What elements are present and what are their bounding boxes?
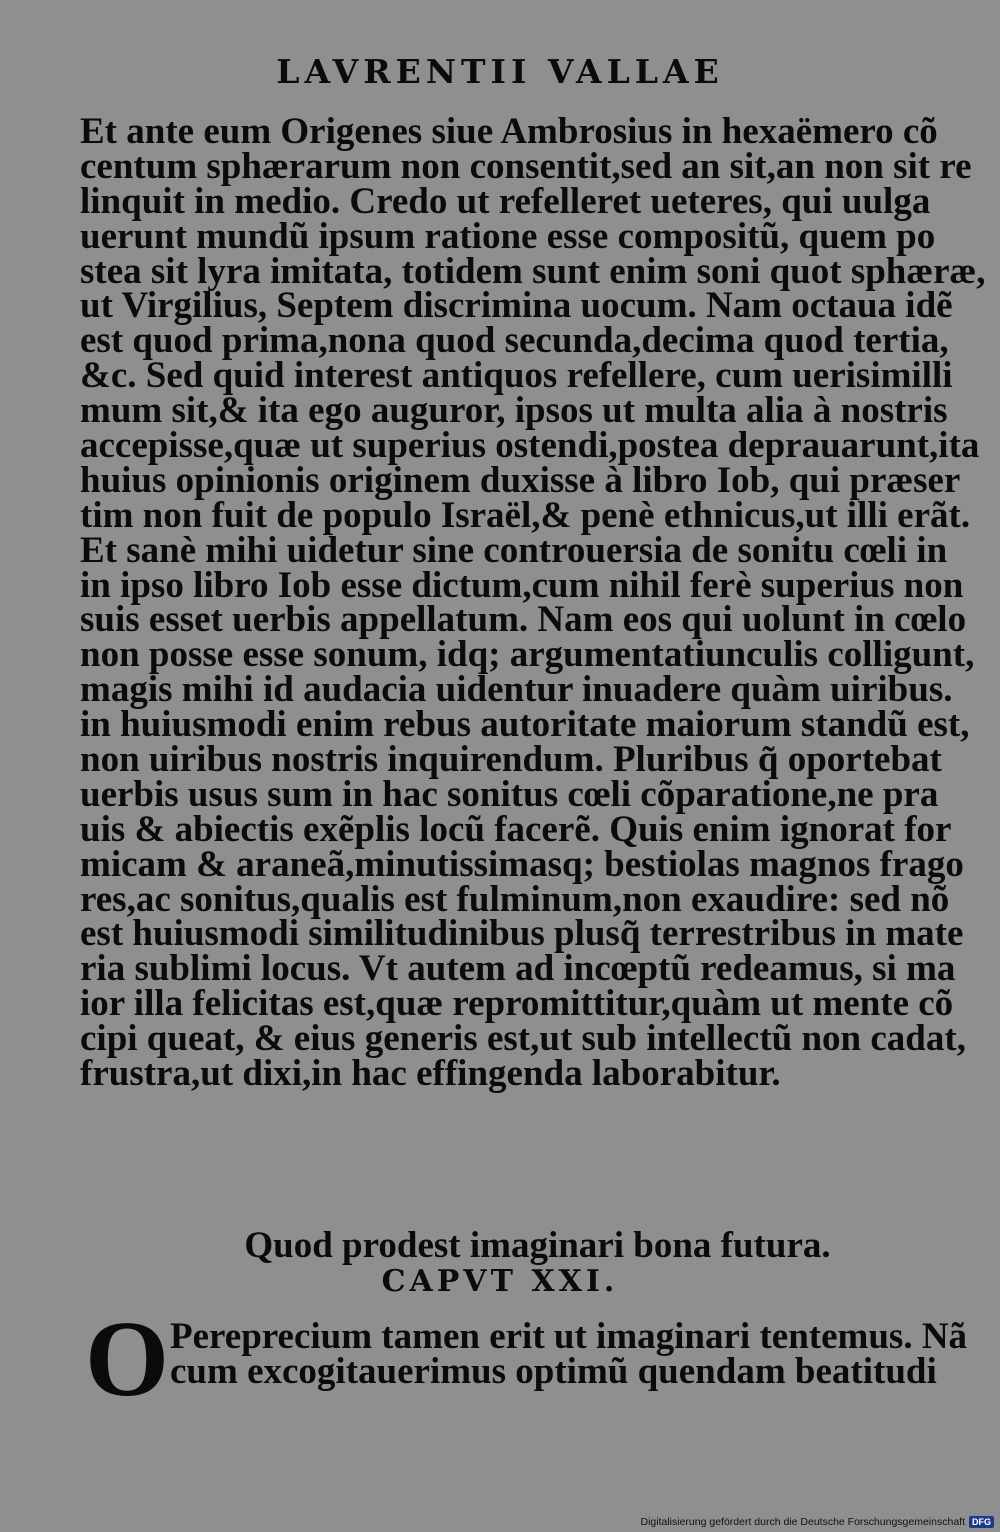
text-line: cipi queat, & eius generis est,ut sub intellectũ non cadat, — [80, 1018, 966, 1060]
text-line: huius opinionis originem duxisse à libro Iob, qui præser — [80, 459, 961, 501]
text-line: Et sanè mihi uidetur sine controuersia de sonitu cœli in — [80, 529, 948, 571]
text-line: non posse esse sonum, idq; argumentatiunculis colligunt, — [80, 634, 975, 676]
text-line: stea sit lyra imitata, totidem sunt enim soni quot sphæræ, — [80, 250, 986, 292]
text-line: cum excogitauerimus optimũ quendam beatitudi — [170, 1350, 937, 1392]
text-line: Pereprecium tamen erit ut imaginari tentemus. Nã — [170, 1316, 968, 1357]
paragraph-1 — [80, 111, 986, 1095]
dfg-logo: DFG — [969, 1516, 994, 1528]
paragraph-2 — [170, 1316, 968, 1392]
text-line: ut Virgilius, Septem discrimina uocum. Nam octaua idẽ — [80, 285, 953, 327]
text-line: uerbis usus sum in hac sonitus cœli cõparatione,ne pra — [80, 773, 939, 815]
text-line: in huiusmodi enim rebus autoritate maiorum standũ est, — [80, 704, 970, 746]
text-line: ria sublimi locus. Vt autem ad incœptũ redeamus, si ma — [80, 948, 956, 990]
text-line: non uiribus nostris inquirendum. Pluribus q̃ oportebat — [80, 739, 942, 781]
funding-text: Digitalisierung gefördert durch die Deutsche Forschungsgemeinschaft — [640, 1516, 965, 1528]
text-line: centum sphærarum non consentit,sed an sit,an non sit re — [80, 145, 972, 187]
text-line: &c. Sed quid interest antiquos refellere, cum uerisimilli — [80, 355, 953, 397]
chapter-number: CAPVT XXI. — [381, 1264, 619, 1299]
drop-cap: O — [85, 1300, 170, 1419]
text-line: ior illa felicitas est,quæ repromittitur,quàm ut mente cõ — [80, 983, 954, 1025]
text-line: mum sit,& ita ego auguror, ipsos ut multa alia à nostris — [80, 390, 948, 432]
text-line: suis esset uerbis appellatum. Nam eos qui uolunt in cœlo — [80, 599, 967, 641]
text-line: est huiusmodi similitudinibus plusq̃ terrestribus in mate — [80, 913, 964, 955]
text-line: uerunt mundũ ipsum ratione esse compositũ, quem po — [80, 215, 936, 257]
text-line: est quod prima,nona quod secunda,decima quod tertia, — [80, 320, 949, 362]
text-line: accepisse,quæ ut superius ostendi,postea deprauarunt,ita — [80, 425, 980, 467]
text-line: micam & araneã,minutissimasq; bestiolas magnos frago — [80, 843, 964, 885]
running-head: LAVRENTII VALLAE — [276, 52, 724, 91]
text-line: Et ante eum Origenes siue Ambrosius in hexaëmero cõ — [80, 111, 938, 152]
text-line: magis mihi id audacia uidentur inuadere quàm uiribus. — [80, 669, 953, 711]
funding-footer — [640, 1516, 994, 1528]
text-line: linquit in medio. Credo ut refelleret ueteres, qui uulga — [80, 180, 931, 222]
text-line: tim non fuit de populo Israël,& penè ethnicus,ut illi erãt. — [80, 494, 971, 536]
text-line: res,ac sonitus,qualis est fulminum,non exaudire: sed nõ — [80, 878, 950, 920]
text-line: frustra,ut dixi,in hac effingenda laborabitur. — [80, 1053, 781, 1095]
text-line: in ipso libro Iob esse dictum,cum nihil ferè superius non — [80, 564, 964, 606]
text-line: uis & abiectis exẽplis locũ facerẽ. Quis enim ignorat for — [80, 808, 952, 850]
chapter-title: Quod prodest imaginari bona futura. — [244, 1225, 831, 1266]
